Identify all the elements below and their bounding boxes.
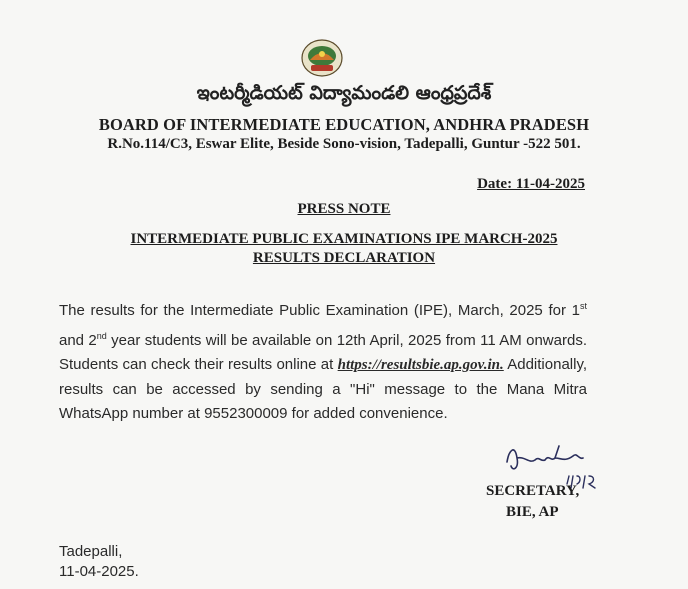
- telugu-board-title: ఇంటర్మీడియట్ విద్యామండలి ఆంధ్రప్రదేశ్: [196, 82, 492, 104]
- results-website-link[interactable]: https://resultsbie.ap.gov.in.: [337, 357, 504, 373]
- superscript-nd: nd: [96, 330, 107, 341]
- press-note-body: [59, 294, 587, 427]
- signatory-office: BIE, AP: [506, 504, 559, 520]
- press-note-title: PRESS NOTE: [297, 201, 391, 217]
- body-text-part-1: The results for the Intermediate Public Examination (IPE), March, 2025 for 1: [59, 302, 580, 319]
- board-address: R.No.114/C3, Eswar Elite, Beside Sono-vision, Tadepalli, Guntur -522 501.: [107, 136, 581, 152]
- signatory-designation: SECRETARY,: [486, 483, 580, 499]
- footer-date: 11-04-2025.: [59, 563, 139, 580]
- issue-place: Tadepalli,: [59, 543, 123, 560]
- body-text-part-3: year students will be available on 12th April, 2025 from 11 AM onwards. Students can check their results online at: [59, 331, 587, 373]
- issue-place-and-date: [59, 542, 139, 582]
- subject-heading-line-1: INTERMEDIATE PUBLIC EXAMINATIONS IPE MARCH-2025: [130, 231, 558, 247]
- subject-heading-line-2: RESULTS DECLARATION: [252, 250, 436, 266]
- superscript-st: st: [579, 301, 587, 311]
- body-text-part-2: and 2: [59, 331, 97, 349]
- body-text-part-4: Additionally, results can be accessed by sending a "Hi" message to the Mana Mitra WhatsApp number at 9552300009 for added convenience.: [59, 356, 588, 422]
- board-name: BOARD OF INTERMEDIATE EDUCATION, ANDHRA PRADESH: [98, 115, 590, 134]
- subject-heading: [0, 230, 688, 268]
- issue-date: Date: 11-04-2025: [477, 176, 585, 192]
- board-emblem-icon: [300, 38, 344, 78]
